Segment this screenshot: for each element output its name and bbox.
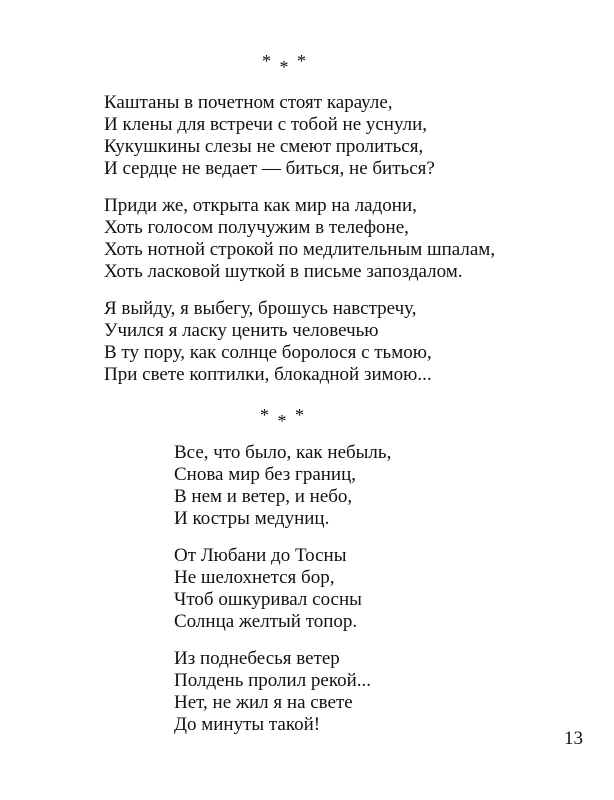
- poem-2: [174, 442, 391, 736]
- stanza: [174, 545, 391, 633]
- asterisk-glyph: *: [279, 57, 291, 77]
- poem-line: И костры медуниц.: [174, 508, 330, 529]
- poem-line: При свете коптилки, блокадной зимою...: [104, 364, 432, 385]
- poem-line: Не шелохнется бор,: [174, 567, 335, 588]
- stanza: [174, 442, 391, 530]
- poem-line: Приди же, открыта как мир на ладони,: [104, 195, 417, 216]
- poem-line: Снова мир без границ,: [174, 464, 357, 485]
- poem-line: Я выйду, я выбегу, брошусь навстречу,: [104, 298, 417, 319]
- poem-line: Все, что было, как небыль,: [174, 442, 392, 463]
- poem-line: От Любани до Тосны: [174, 545, 347, 566]
- poem-line: В ту пору, как солнце боролося с тьмою,: [104, 342, 432, 363]
- asterisk-glyph: *: [295, 405, 306, 425]
- poem-line: В нем и ветер, и небо,: [174, 486, 353, 507]
- poem-line: Каштаны в почетном стоят карауле,: [104, 92, 393, 113]
- asterism-separator: [260, 405, 306, 431]
- poem-line: Хоть нотной строкой по медлительным шпалам,: [104, 239, 496, 260]
- poem-line: Солнца желтый топор.: [174, 611, 358, 632]
- poem-line: Из поднебесья ветер: [174, 648, 340, 669]
- asterisk-glyph: *: [260, 405, 271, 425]
- stanza: [104, 298, 495, 386]
- poem-line: И клены для встречи с тобой не уснули,: [104, 114, 428, 135]
- poem-line: Нет, не жил я на свете: [174, 692, 353, 713]
- stanza: [104, 92, 495, 180]
- stanza: [104, 195, 495, 283]
- page-number: 13: [564, 728, 583, 749]
- asterism-separator: [262, 51, 308, 77]
- poem-line: Хоть ласковой шуткой в письме запоздалом.: [104, 261, 463, 282]
- poem-line: Чтоб ошкуривал сосны: [174, 589, 362, 610]
- poem-line: Хоть голосом получужим в телефоне,: [104, 217, 409, 238]
- poem-line: Кукушкины слезы не смеют пролиться,: [104, 136, 424, 157]
- asterisk-glyph: *: [277, 411, 289, 431]
- poem-1: [104, 92, 495, 386]
- poem-line: Полдень пролил рекой...: [174, 670, 372, 691]
- poem-line: И сердце не ведает — биться, не биться?: [104, 158, 435, 179]
- poem-line: До минуты такой!: [174, 714, 321, 735]
- poem-line: Учился я ласку ценить человечью: [104, 320, 379, 341]
- asterisk-glyph: *: [262, 51, 273, 71]
- stanza: [174, 648, 391, 736]
- asterisk-glyph: *: [297, 51, 308, 71]
